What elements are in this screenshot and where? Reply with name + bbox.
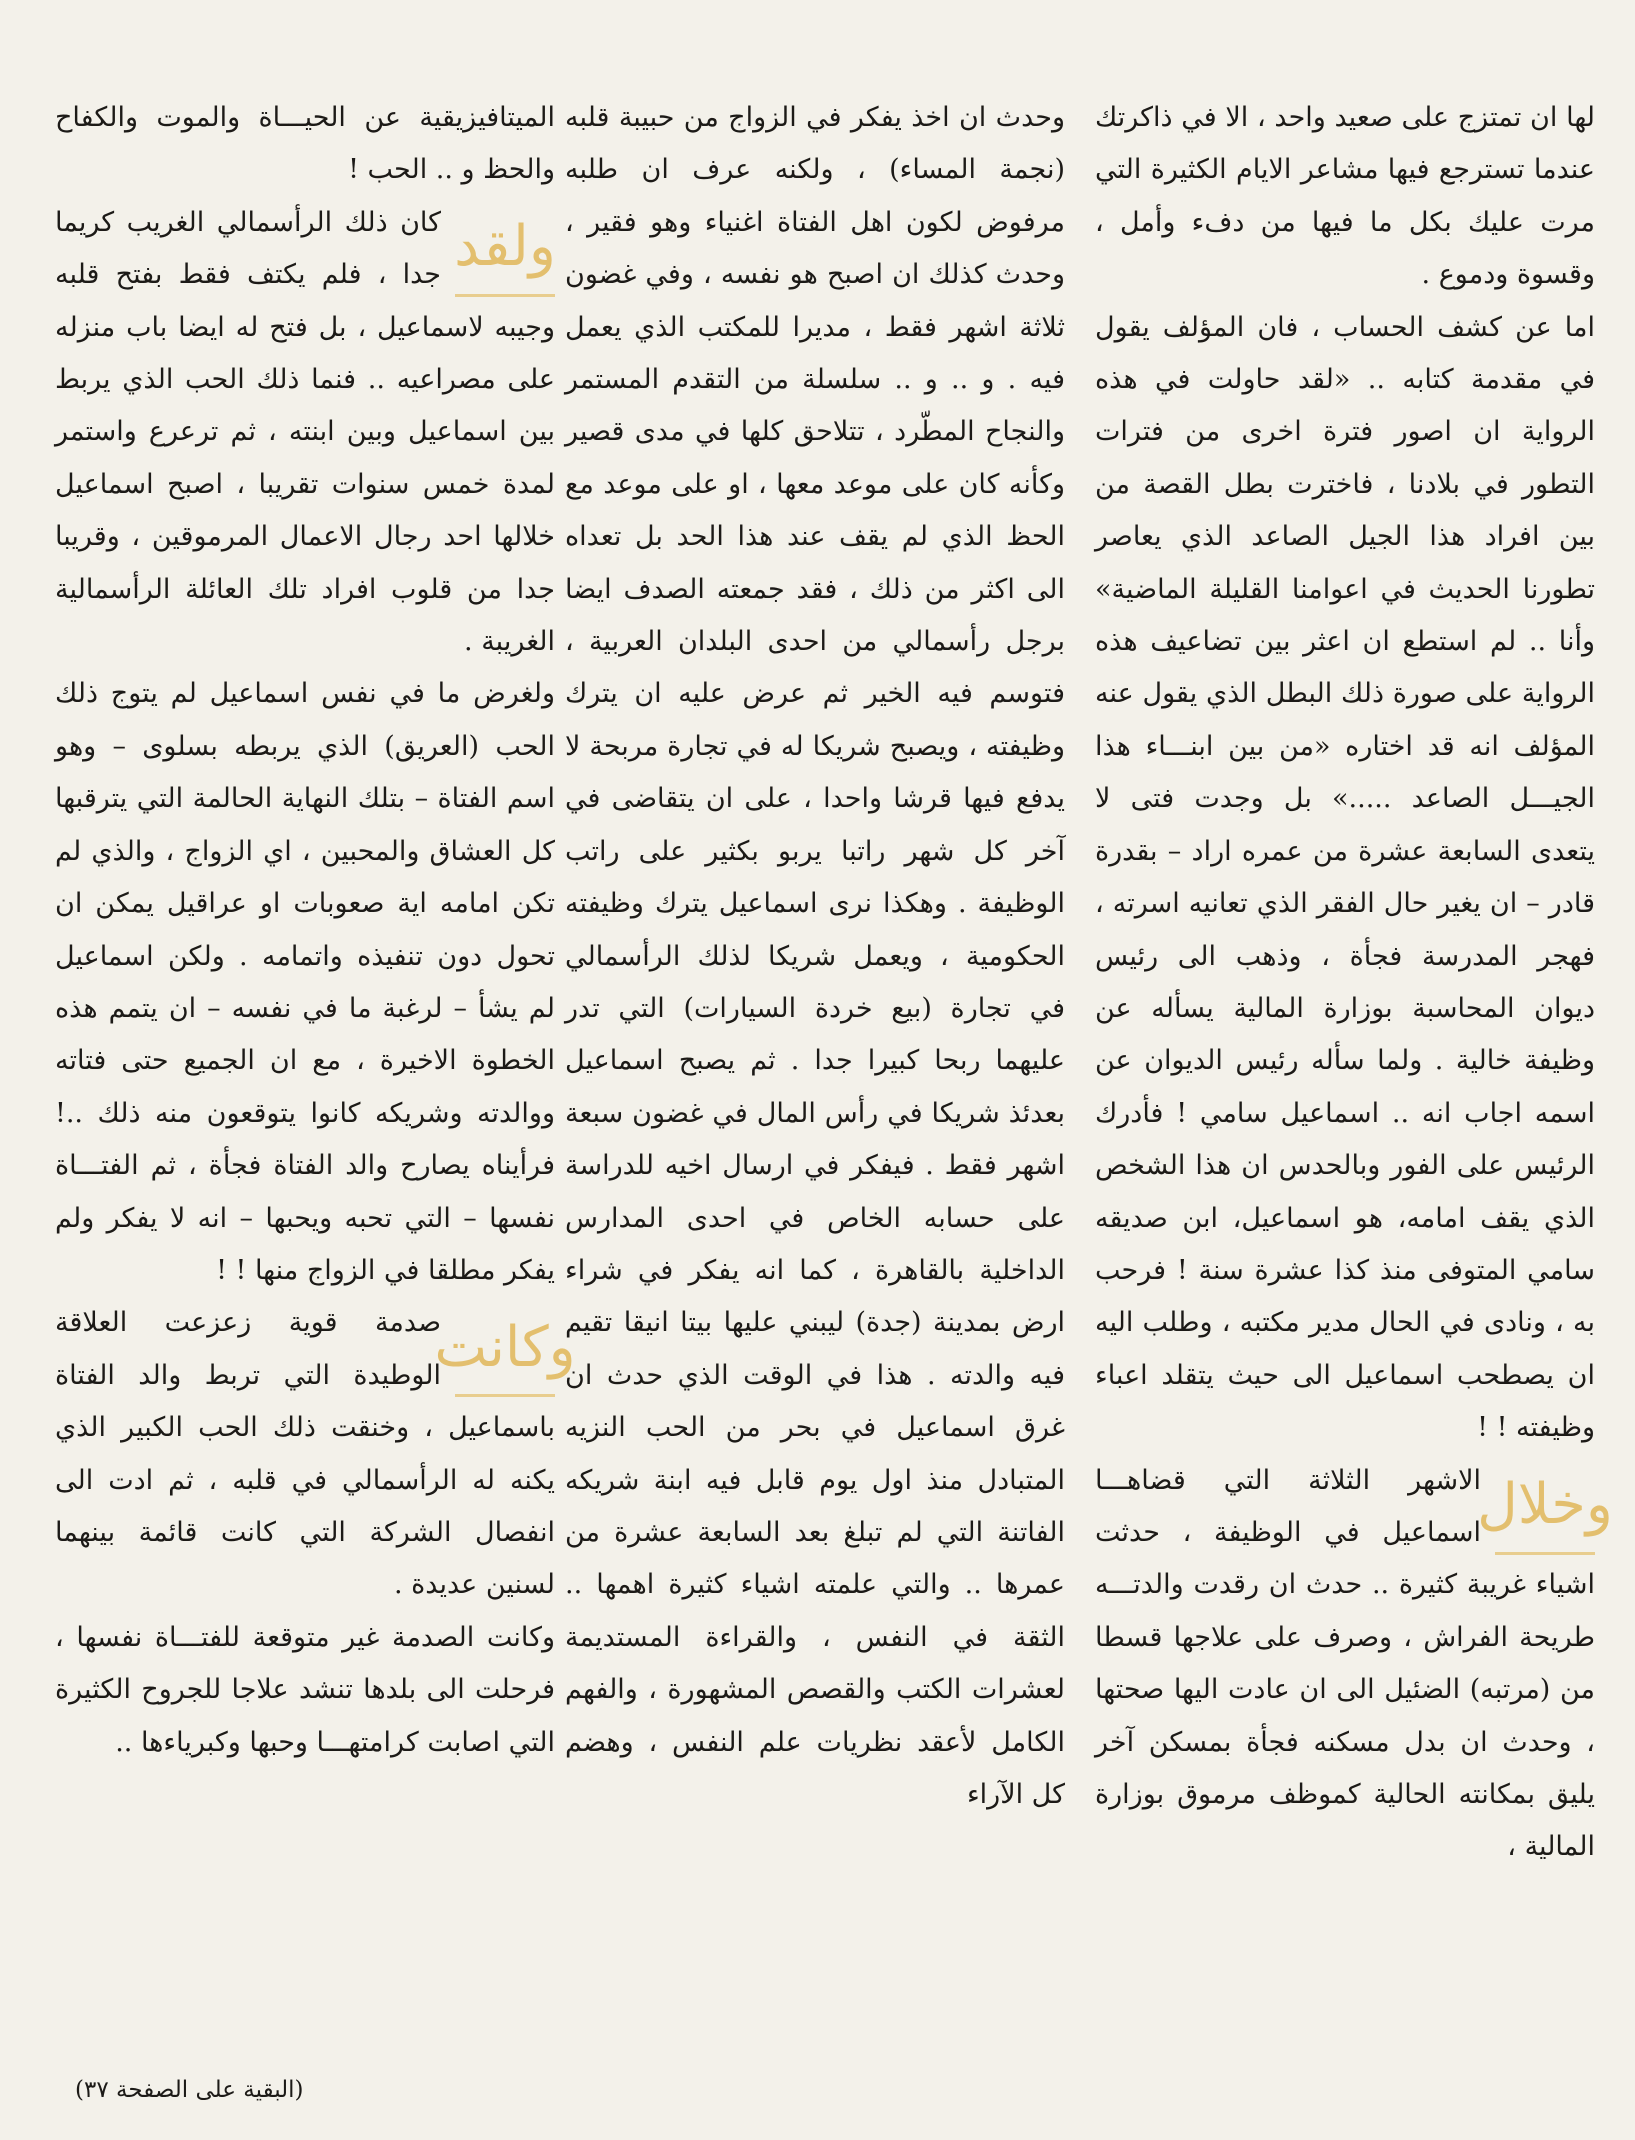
paragraph: صدمة قوية زعزعت العلاقة الوطيدة التي تربط والد الفتاة باسماعيل ، وخنقت ذلك الحب الكبير الذي يكنه له الرأسمالي في قلبه ، ثم ادت الى انفصال الشركة التي كانت قائمة بينهما لسنين عديدة . <box>55 1307 555 1601</box>
paragraph: الميتافيزيقية عن الحيـــاة والموت والكفاح والحظ و .. الحب ! <box>55 102 555 186</box>
paragraph: الاشهر الثلاثة التي قضاهـــا اسماعيل في الوظيفة ، حدثت اشياء غريبة كثيرة .. حدث ان رقدت والدتـــه طريحة الفراش ، وصرف على علاجها قسطا من (مرتبه) الضئيل الى ان عادت اليها صحتها ، وحدث ان بدل مسكنه فجأة بمسكن آخر يليق بمكانته الحالية كموظف مرموق بوزارة المالية ، <box>1095 1464 1595 1863</box>
paragraph: لها ان تمتزج على صعيد واحد ، الا في ذاكرتك عندما تسترجع فيها مشاعر الايام الكثيرة التي مرت عليك بكل ما فيها من دفء وأمل ، وقسوة ودموع . <box>1095 102 1595 291</box>
paragraph: وكانت الصدمة غير متوقعة للفتـــاة نفسها ، فرحلت الى بلدها تنشد علاجا للجروح الكثيرة التي اصابت كرامتهـــا وحبها وكبرياءها .. <box>55 1621 555 1758</box>
drop-cap-heading: وكانت <box>455 1301 555 1397</box>
column-right <box>1095 92 1613 1874</box>
continuation-note: (البقية على الصفحة ٣٧) <box>75 2077 304 2103</box>
paragraph: كان ذلك الرأسمالي الغريب كريما جدا ، فلم يكتف فقط بفتح قلبه وجيبه لاسماعيل ، بل فتح له ايضا باب منزله على مصراعيه .. فنما ذلك الحب الذي يربط بين اسماعيل وبين ابنته ، ثم ترعرع واستمر لمدة خمس سنوات تقريبا ، اصبح اسماعيل خلالها احد رجال الاعمال المرموقين ، وقريبا جدا من قلوب افراد تلك العائلة الرأسمالية الغريبة . <box>55 206 555 658</box>
column-left <box>55 92 576 1769</box>
drop-cap-heading: ولقد <box>455 201 555 297</box>
paragraph: ولغرض ما في نفس اسماعيل لم يتوج ذلك الحب (العريق) الذي يربطه بسلوى – وهو اسم الفتاة – بتلك النهاية الحالمة التي يترقبها كل العشاق والمحبين ، اي الزواج ، والذي لم تكن امامه اية صعوبات او عراقيل يمكن ان تحول دون تنفيذه واتمامه . ولكن اسماعيل لم يشأ – لرغبة ما في نفسه – ان يتمم هذه الخطوة الاخيرة ، مع ان الجميع حتى فتاته ووالدته وشريكه كانوا يتوقعون منه ذلك ..! فرأيناه يصارح والد الفتاة فجأة ، ثم الفتـــاة نفسها – التي تحبه ويحبها – انه لا يفكر ولم يفكر مطلقا في الزواج منها ! ! <box>55 678 555 1286</box>
paragraph: وحدث ان اخذ يفكر في الزواج من حبيبة قلبه (نجمة المساء) ، ولكنه عرف ان طلبه مرفوض لكون اهل الفتاة اغنياء وهو فقير ، وحدث كذلك ان اصبح هو نفسه ، وفي غضون ثلاثة اشهر فقط ، مديرا للمكتب الذي يعمل فيه . و .. و .. سلسلة من التقدم المستمر والنجاح المطّرد ، تتلاحق كلها في مدى قصير وكأنه كان على موعد معها ، او على موعد مع الحظ الذي لم يقف عند هذا الحد بل تعداه الى اكثر من ذلك ، فقد جمعته الصدف ايضا برجل رأسمالي من احدى البلدان العربية ، فتوسم فيه الخير ثم عرض عليه ان يترك وظيفته ، ويصبح شريكا له في تجارة مربحة لا يدفع فيها قرشا واحدا ، على ان يتقاضى في آخر كل شهر راتبا يربو بكثير على راتب الوظيفة . وهكذا نرى اسماعيل يترك وظيفته الحكومية ، ويعمل شريكا لذلك الرأسمالي في تجارة (بيع خردة السيارات) التي تدر عليهما ربحا كبيرا جدا . ثم يصبح اسماعيل بعدئذ شريكا في رأس المال في غضون سبعة اشهر فقط . فيفكر في ارسال اخيه للدراسة على حسابه الخاص في احدى المدارس الداخلية بالقاهرة ، كما انه يفكر في شراء ارض بمدينة (جدة) ليبني عليها بيتا انيقا تقيم فيه والدته . هذا في الوقت الذي حدث ان غرق اسماعيل في بحر من الحب النزيه المتبادل منذ اول يوم قابل فيه ابنة شريكه الفاتنة التي لم تبلغ بعد السابعة عشرة من عمرها .. والتي علمته اشياء كثيرة اهمها .. الثقة في النفس ، والقراءة المستديمة لعشرات الكتب والقصص المشهورة ، والفهم الكامل لأعقد نظريات علم النفس ، وهضم كل الآراء <box>565 102 1065 1810</box>
paragraph: اما عن كشف الحساب ، فان المؤلف يقول في مقدمة كتابه .. «لقد حاولت في هذه الرواية ان اصور فترة اخرى من فترات التطور في بلادنا ، فاخترت بطل القصة من بين افراد هذا الجيل الصاعد الذي يعاصر تطورنا الحديث في اعوامنا القليلة الماضية» وأنا .. لم استطع ان اعثر بين تضاعيف هذه الرواية على صورة ذلك البطل الذي يقول عنه المؤلف انه قد اختاره «من بين ابنـــاء هذا الجيـــل الصاعد .....» بل وجدت فتى لا يتعدى السابعة عشرة من عمره اراد – بقدرة قادر – ان يغير حال الفقر الذي تعانيه اسرته ، فهجر المدرسة فجأة ، وذهب الى رئيس ديوان المحاسبة بوزارة المالية يسأله عن وظيفة خالية . ولما سأله رئيس الديوان عن اسمه اجاب انه .. اسماعيل سامي ! فأدرك الرئيس على الفور وبالحدس ان هذا الشخص الذي يقف امامه، هو اسماعيل، ابن صديقه سامي المتوفى منذ كذا عشرة سنة ! فرحب به ، ونادى في الحال مدير مكتبه ، وطلب اليه ان يصطحب اسماعيل الى حيث يتقلد اعباء وظيفته ! ! <box>1095 311 1595 1444</box>
drop-cap-heading: وخلال <box>1495 1459 1595 1555</box>
column-middle <box>565 92 1065 1821</box>
